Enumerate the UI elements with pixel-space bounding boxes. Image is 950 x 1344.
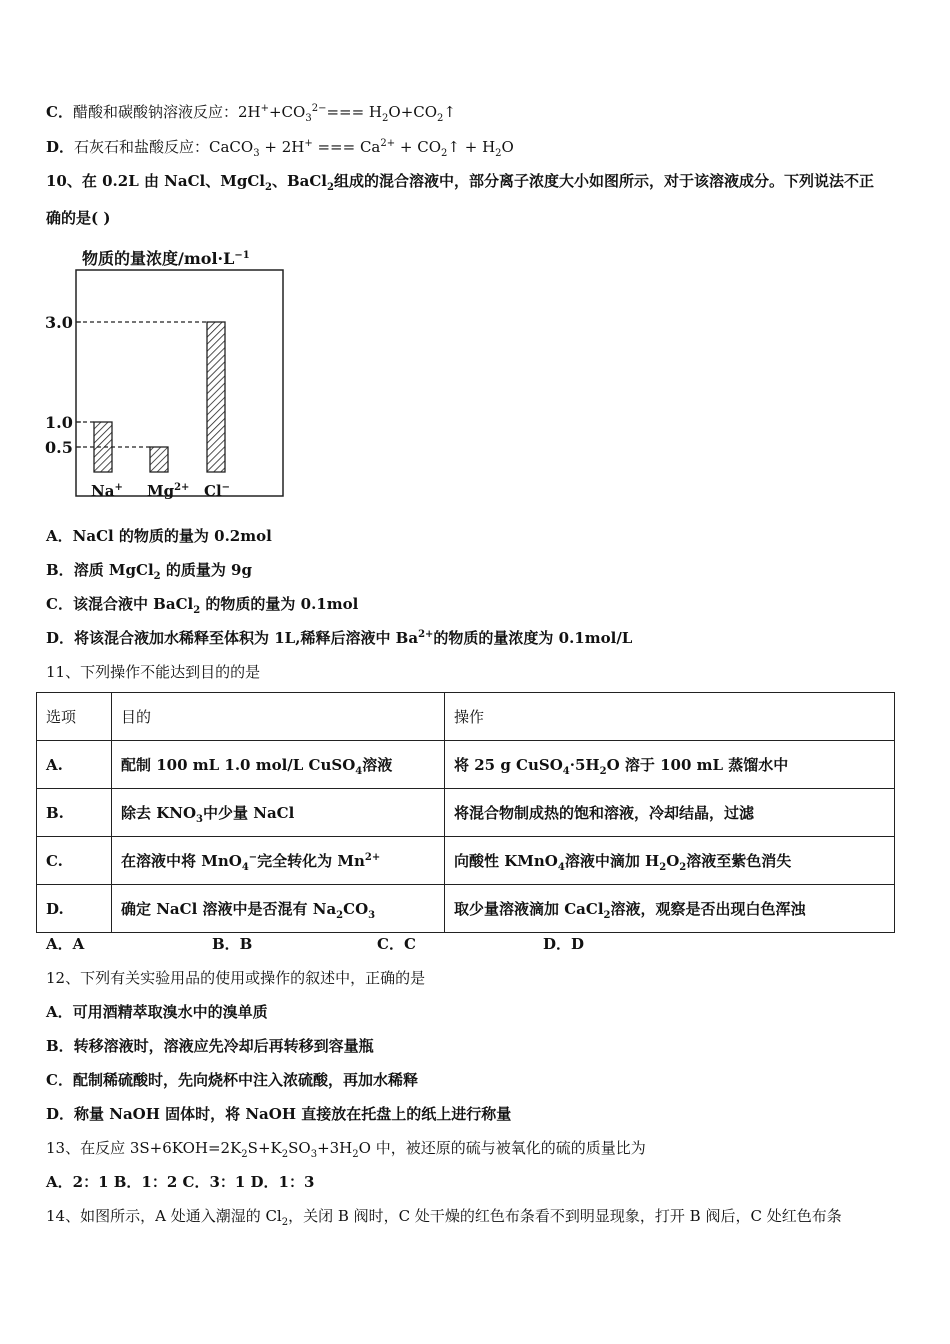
q10-stem-line1: 10、在 0.2L 由 NaCl、MgCl$_2$、BaCl$_2$组成的混合溶液中，部分离子浓度大小如图所示，对于该溶液成分。下列说法不正	[46, 172, 874, 193]
y-tick-label: 3.0	[45, 313, 73, 332]
bar	[94, 422, 112, 472]
row-option: D.	[37, 885, 112, 933]
row-operation: 向酸性 KMnO$_4$溶液中滴加 $H_2O_2$溶液至紫色消失	[445, 837, 895, 885]
q14-stem: 14、如图所示，A 处通入潮湿的 $Cl_2$，关闭 B 阀时，C 处干燥的红色布条看不到明显现象，打开 B 阀后，C 处红色布条	[46, 1207, 842, 1228]
q11-table	[36, 692, 895, 933]
q13-stem: 13、在反应 $3S+6KOH=2K_2S+K_2SO_3+3H_2O$ 中，被还原的硫与被氧化的硫的质量比为	[46, 1139, 646, 1160]
row-operation: 将混合物制成热的饱和溶液，冷却结晶，过滤	[445, 789, 895, 837]
x-tick-label: $Mg^{2+}$	[147, 482, 190, 500]
bar	[150, 447, 168, 472]
bar	[207, 322, 225, 472]
header-operation: 操作	[445, 693, 895, 741]
q12-option-d: D．称量 NaOH 固体时，将 NaOH 直接放在托盘上的纸上进行称量	[46, 1105, 512, 1123]
chart-title: 物质的量浓度$/mol\cdot L^{-1}$	[82, 249, 250, 268]
row-goal: 除去 $KNO_3$中少量 NaCl	[112, 789, 445, 837]
q13-choices: A．2：1 B．1：2 C．3：1 D．1：3	[46, 1173, 315, 1191]
x-tick-label: Na+	[91, 482, 123, 500]
q12-option-a: A．可用酒精萃取溴水中的溴单质	[46, 1003, 268, 1021]
y-tick-label: 1.0	[45, 413, 73, 432]
row-goal: 配制 100 mL 1.0 mol/L CuSO$_4$溶液	[112, 741, 445, 789]
row-option: C.	[37, 837, 112, 885]
y-tick-label: 0.5	[45, 438, 73, 457]
x-tick-label: Cl−	[204, 482, 231, 500]
table-row	[37, 837, 895, 885]
row-goal: 在溶液中将 MnO$_4$−完全转化为 $Mn^{2+}$	[112, 837, 445, 885]
row-option: A.	[37, 741, 112, 789]
q9-option-d: D．石灰石和盐酸反应：CaCO$_3$ + 2H+ === $Ca^{2+}$ + $CO_2↑ + H_2O$	[46, 138, 514, 159]
ion-concentration-chart	[40, 242, 300, 504]
q12-stem: 12、下列有关实验用品的使用或操作的叙述中，正确的是	[46, 969, 426, 987]
row-operation: 将 25 g $CuSO_4\cdot 5H_2O$ 溶于 100 mL 蒸馏水中	[445, 741, 895, 789]
header-option: 选项	[37, 693, 112, 741]
q11-stem: 11、下列操作不能达到目的的是	[46, 663, 261, 681]
table-row	[37, 789, 895, 837]
table-row	[37, 885, 895, 933]
row-operation: 取少量溶液滴加 CaCl$_2$溶液，观察是否出现白色浑浊	[445, 885, 895, 933]
table-header-row	[37, 693, 895, 741]
q10-option-d: D．将该混合液加水稀释至体积为 1L,稀释后溶液中 $Ba^{2+}$的物质的量浓度为 0.1mol/L	[46, 629, 633, 647]
q10-option-c: C．该混合液中 BaCl$_2$ 的物质的量为 0.1mol	[46, 595, 359, 616]
q11-choice-a: A．A	[46, 935, 85, 953]
q10-stem-line2: 确的是( )	[46, 209, 111, 227]
q11-choice-d: D．D	[543, 935, 585, 953]
row-option: B.	[37, 789, 112, 837]
header-goal: 目的	[112, 693, 445, 741]
q12-option-c: C．配制稀硫酸时，先向烧杯中注入浓硫酸，再加水稀释	[46, 1071, 418, 1089]
table-row	[37, 741, 895, 789]
q11-choice-b: B．B	[212, 935, 253, 953]
row-goal: 确定 NaCl 溶液中是否混有 $Na_2CO_3$	[112, 885, 445, 933]
q12-option-b: B．转移溶液时，溶液应先冷却后再转移到容量瓶	[46, 1037, 374, 1055]
q10-option-a: A．NaCl 的物质的量为 0.2mol	[46, 527, 272, 545]
q9-option-c: C．醋酸和碳酸钠溶液反应：$2H^++CO_3^{2-}===$ $H_2O+CO_2↑$	[46, 103, 456, 124]
q11-choice-c: C．C	[377, 935, 416, 953]
q10-option-b: B．溶质 MgCl$_2$ 的质量为 9g	[46, 561, 252, 582]
